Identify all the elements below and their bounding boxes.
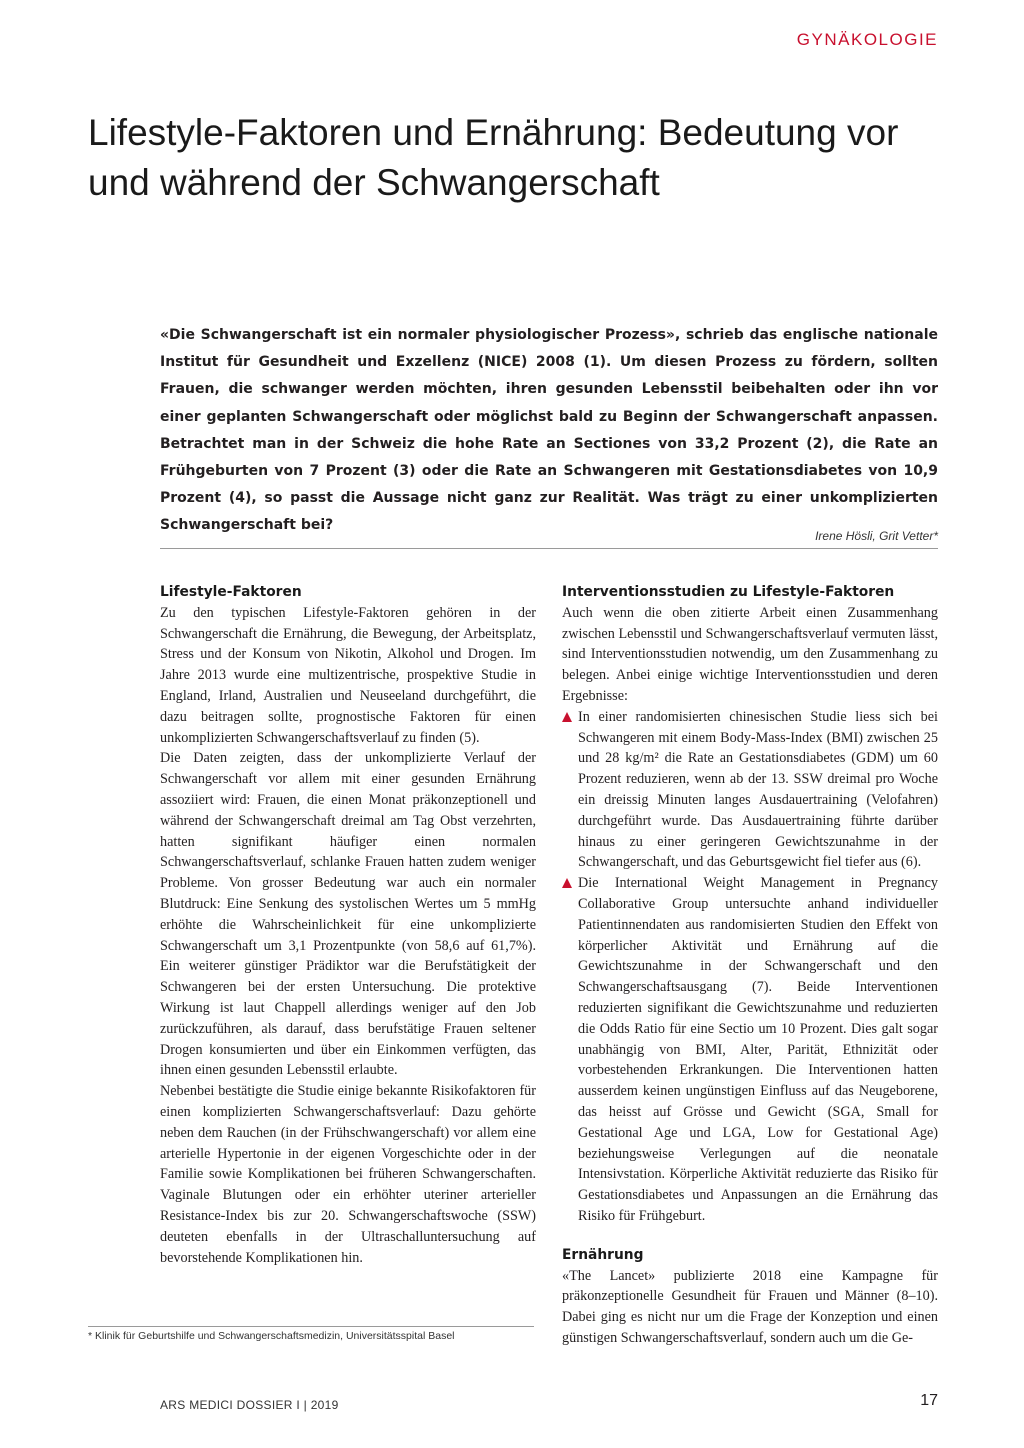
section-label: GYNÄKOLOGIE — [796, 30, 938, 49]
body-paragraph: «The Lancet» publizierte 2018 eine Kampagne für präkonzeptionelle Gesundheit für Frauen und Männer (8–10). Dabei ging es nicht nur um die Frage der Konzeption und einen günstigen Schwangerschaftsverlauf, sondern auch um die Ge- — [562, 1267, 938, 1346]
authors: Irene Hösli, Grit Vetter* — [815, 529, 938, 543]
right-column — [562, 582, 938, 1349]
footnote-divider — [88, 1326, 534, 1327]
footnote: * Klinik für Geburtshilfe und Schwangerschaftsmedizin, Universitätsspital Basel — [88, 1330, 455, 1342]
list-item — [562, 707, 938, 873]
page-number: 17 — [920, 1392, 938, 1409]
bullet-list — [562, 707, 938, 1227]
section-heading: Interventionsstudien zu Lifestyle-Faktoren — [562, 584, 895, 600]
list-item-text: Die International Weight Management in Pregnancy Collaborative Group untersuchte anhand individueller Patientinnendaten aus randomisierten Studien den Effekt von körperlicher Aktivität und Ernährung auf die Gewichtszunahme in der Schwangerschaft und den Schwangerschaftsausgang (7). Beide Interventionen reduzierten signifikant die Gewichtszunahme und reduzierten die Odds Ratio für eine Sectio um 10 Prozent. Dies galt sogar unabhängig von BMI, Alter, Parität, Ethnizität oder vorbestehenden Erkrankungen. Die Interventionen hatten ausserdem keinen ungünstigen Einfluss auf das Neugeborene, das heisst auf Grösse und Gewicht (SGA, Small for Gestational Age und LGA, Low for Gestational Age) beziehungsweise Verlegungen auf die neonatale Intensivstation. Körperliche Aktivität reduzierte das Risiko für Gestationsdiabetes und Anpassungen an die Ernährung das Risiko für Frühgeburt. — [578, 875, 938, 1224]
lead-paragraph: «Die Schwangerschaft ist ein normaler physiologischer Prozess», schrieb das englische nationale Institut für Gesundheit und Exzellenz (NICE) 2008 (1). Um diesen Prozess zu fördern, sollten Frauen, die schwanger werden möchten, ihren gesunden Lebensstil beibehalten oder ihn vor einer geplanten Schwangerschaft oder möglichst bald zu Beginn der Schwangerschaft anpassen. Betrachtet man in der Schweiz die hohe Rate an Sectiones von 33,2 Prozent (2), die Rate an Frühgeburten von 7 Prozent (3) oder die Rate an Schwangeren mit Gestationsdiabetes von 10,9 Prozent (4), so passt die Aussage nicht ganz zur Realität. Was trägt zu einer unkomplizierten Schwangerschaft bei? — [160, 327, 938, 534]
article-title: Lifestyle-Faktoren und Ernährung: Bedeutung vor und während der Schwangerschaft — [88, 112, 899, 203]
left-column — [160, 582, 536, 1268]
body-paragraph: Die Daten zeigten, dass der unkomplizierte Verlauf der Schwangerschaft vor allem mit einer gesunden Ernährung assoziiert wird: Frauen, die einen Monat präkonzeptionell und während der Schwangerschaft dreimal am Tag Obst verzehrten, hatten signifikant häufiger einen normalen Schwangerschaftsverlauf, schlanke Frauen hatten zudem weniger Probleme. Von grosser Bedeutung war auch ein normaler Blutdruck: Eine Senkung des systolischen Wertes um 5 mmHg erhöhte die Wahrscheinlichkeit für eine unkomplizierte Schwangerschaft um 3,1 Prozentpunkte (von 58,6 auf 61,7%). Ein weiterer günstiger Prädiktor war die Berufstätigkeit der Schwangeren bei der ersten Untersuchung. Die protektive Wirkung ist laut Chappell allerdings weniger auf den Job zurückzuführen, als darauf, dass berufstätige Frauen seltener Drogen konsumierten und über ein Einkommen verfügten, das ihnen einen gesunden Lebensstil erlaubte. — [160, 750, 536, 1079]
body-paragraph: Auch wenn die oben zitierte Arbeit einen Zusammenhang zwischen Lebensstil und Schwangerschaftsverlauf vermuten lässt, sind Interventionsstudien notwendig, um den Zusammenhang zu belegen. Anbei einige wichtige Interventionsstudien und deren Ergebnisse: — [562, 604, 938, 704]
section-heading: Lifestyle-Faktoren — [160, 584, 302, 600]
journal-footer: ARS MEDICI DOSSIER I | 2019 — [160, 1398, 339, 1412]
section-heading: Ernährung — [562, 1246, 644, 1263]
list-item-text: In einer randomisierten chinesischen Studie liess sich bei Schwangeren mit einem Body-Mass-Index (BMI) zwischen 25 und 28 kg/m² die Rate an Gestationsdiabetes (GDM) um 60 Prozent reduzieren, wenn ab der 13. SSW dreimal pro Woche ein dreissig Minuten langes Ausdauertraining (Velofahren) durchgeführt wurde. Das Ausdauertraining führte darüber hinaus zu einer geringeren Gewichtszunahme in der Schwangerschaft, und das Geburtsgewicht fiel tiefer aus (6). — [578, 708, 938, 871]
triangle-bullet-icon — [562, 878, 572, 888]
list-item — [562, 873, 938, 1227]
divider — [160, 548, 938, 549]
body-paragraph: Nebenbei bestätigte die Studie einige bekannte Risikofaktoren für einen komplizierten Schwangerschaftsverlauf: Dazu gehörte neben dem Rauchen (in der Frühschwangerschaft) vor allem eine arterielle Hypertonie in der eigenen Vorgeschichte oder in der Familie sowie Komplikationen bei früheren Schwangerschaften. Vaginale Blutungen oder ein erhöhter uteriner arterieller Resistance-Index bis zur 20. Schwangerschaftswoche (SSW) deuteten ebenfalls in der Ultraschalluntersuchung auf bevorstehende Komplikationen hin. — [160, 1083, 536, 1266]
triangle-bullet-icon — [562, 712, 572, 722]
body-paragraph: Zu den typischen Lifestyle-Faktoren gehören in der Schwangerschaft die Ernährung, die Bewegung, der Arbeitsplatz, Stress und der Konsum von Nikotin, Alkohol und Drogen. Im Jahre 2013 wurde eine multizentrische, prospektive Studie in England, Irland, Australien und Neuseeland durchgeführt, die dazu beitragen sollte, prognostische Faktoren für einen unkomplizierten Schwangerschaftsverlauf zu finden (5). — [160, 604, 536, 746]
